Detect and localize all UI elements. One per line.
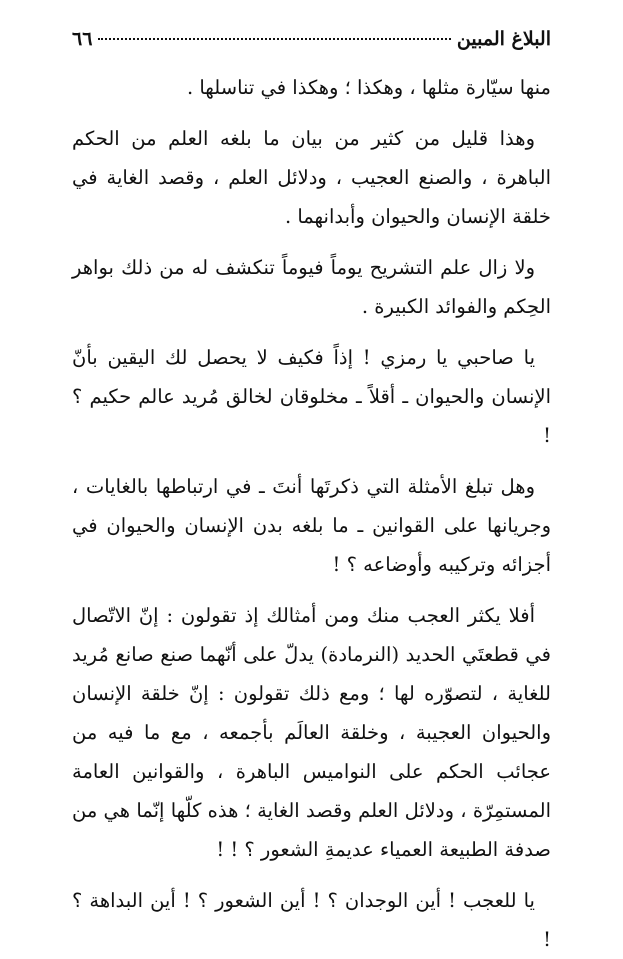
- paragraph: ولا زال علم التشريح يوماً فيوماً تنكشف له من ذلك بواهر الحِكم والفوائد الكبيرة .: [72, 256, 551, 318]
- paragraph: يا صاحبي يا رمزي ! إذاً فكيف لا يحصل لك اليقين بأنّ الإنسان والحيوان ـ أقلاً ـ مخلوقان لخالق مُريد عالم حكيم ؟ !: [72, 346, 551, 447]
- paragraph: منها سيّارة مثلها ، وهكذا ؛ وهكذا في تناسلها .: [186, 76, 551, 99]
- paragraph: وهذا قليل من كثير من بيان ما بلغه العلم من الحكم الباهرة ، والصنع العجيب ، ودلائل العلم ، وقصد الغاية في خلقة الإنسان والحيوان وأبدانهما .: [72, 127, 551, 228]
- paragraph: أفلا يكثر العجب منك ومن أمثالك إذ تقولون : إنّ الاتّصال في قطعتَي الحديد (النرمادة) يدلّ على أنّهما صنع صانع مُريد للغاية ، لتصوّره لها ؛ ومع ذلك تقولون : إنّ خلقة الإنسان والحيوان العجيبة ، وخلقة العالَم بأجمعه ، مع ما فيه من عجائب الحكم على النواميس الباهرة ، والقوانين العامة المستمِرّة ، ودلائل العلم وقصد الغاية ؛ هذه كلّها إنّما هي من صدفة الطبيعة العمياء عديمةِ الشعور ؟ ! !: [72, 604, 551, 861]
- paragraph: وهل تبلغ الأمثلة التي ذكرتَها أنتَ ـ في ارتباطها بالغايات ، وجريانها على القوانين ـ ما بلغه بدن الإنسان والحيوان في أجزائه وتركيبه وأوضاعه ؟ !: [72, 475, 551, 576]
- page-number: ٦٦: [72, 28, 93, 50]
- paragraph: يا للعجب ! أين الوجدان ؟ ! أين الشعور ؟ ! أين البداهة ؟ !: [72, 889, 551, 951]
- header-leader-dots: [98, 38, 451, 40]
- book-title: البلاغ المبين: [456, 28, 551, 50]
- running-header: [72, 28, 551, 54]
